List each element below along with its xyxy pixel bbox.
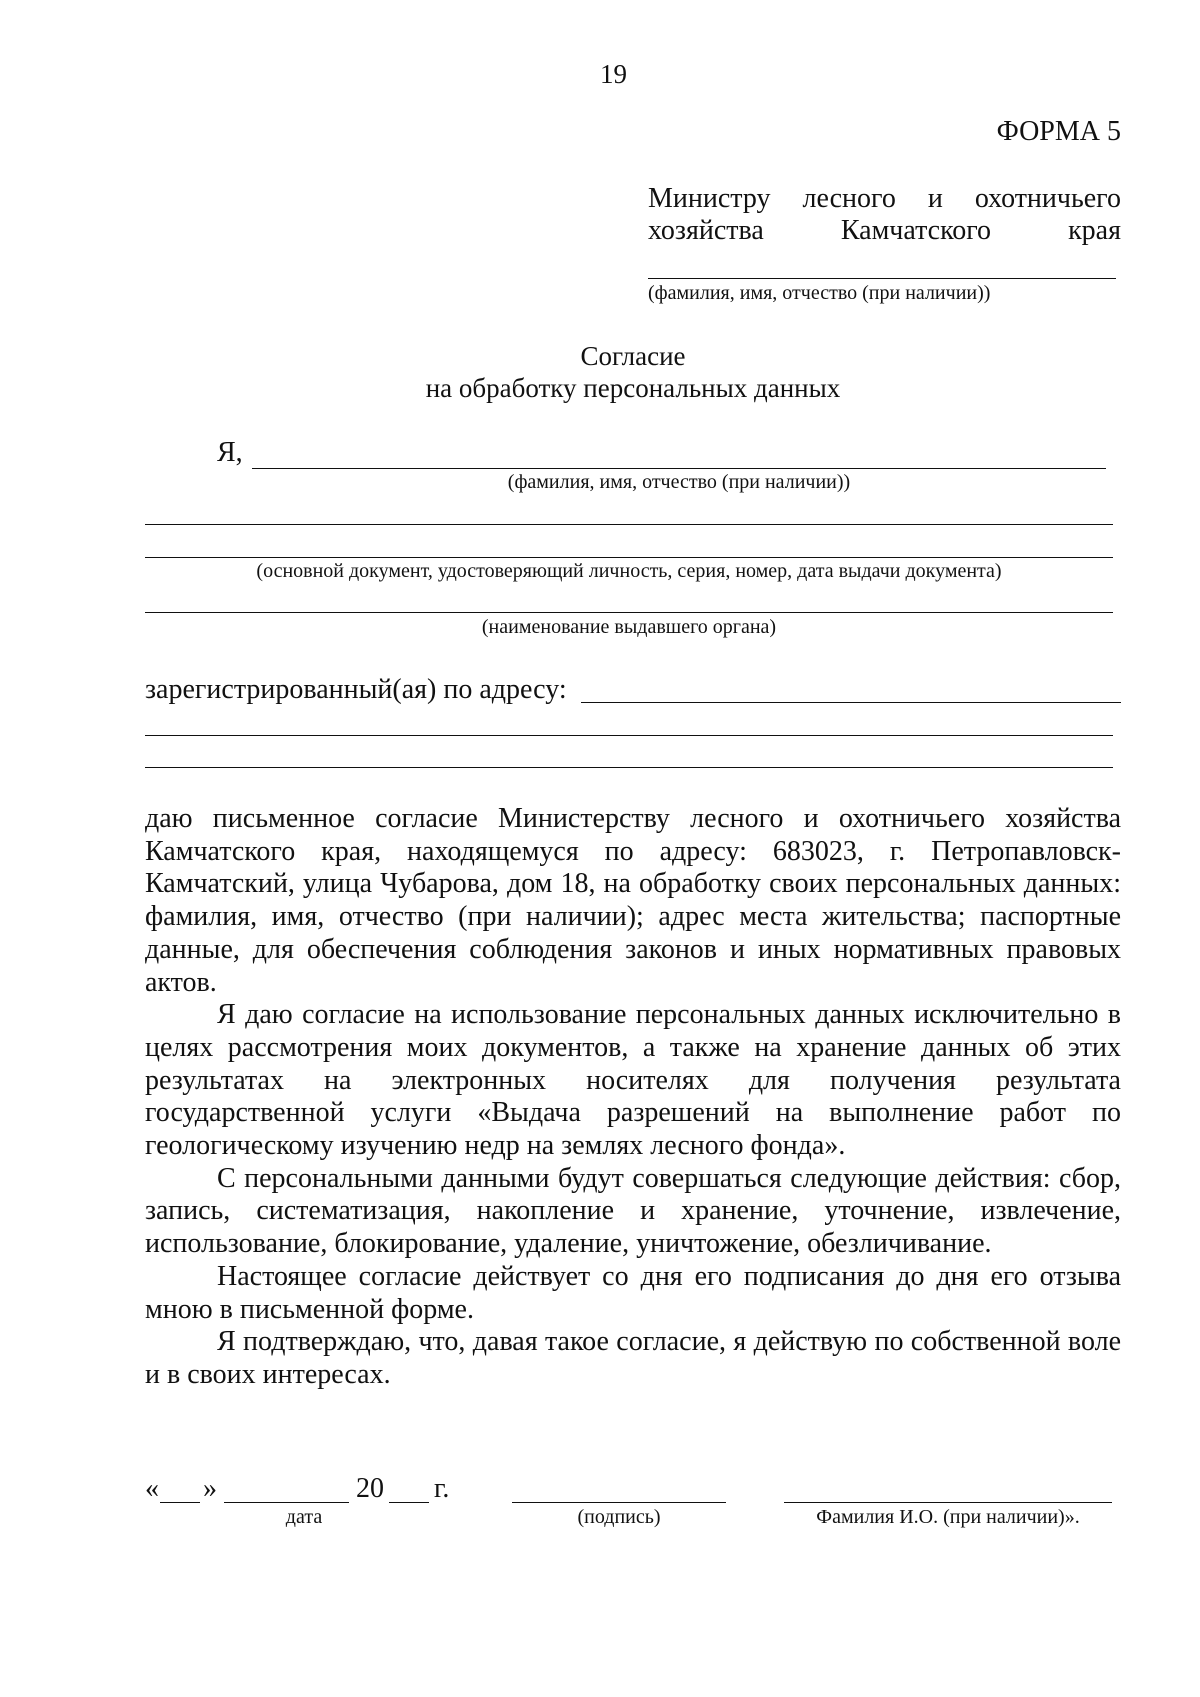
signature-caption: (подпись)	[577, 1506, 661, 1528]
name-caption: (фамилия, имя, отчество (при наличии))	[507, 471, 851, 493]
addressee-word: Камчатского	[840, 215, 992, 246]
validity-paragraph: Настоящее согласие действует со дня его подписания до дня его отзыва мною в письменной форме.	[145, 1260, 1121, 1325]
form-label: ФОРМА 5	[996, 116, 1121, 147]
date-year-line[interactable]	[389, 1502, 429, 1503]
date-close-quote: »	[203, 1473, 217, 1504]
full-name-caption: Фамилия И.О. (при наличии)».	[816, 1506, 1080, 1528]
i-label: Я,	[217, 437, 243, 468]
signature-line[interactable]	[512, 1502, 726, 1503]
addressee-name-line	[648, 278, 1116, 279]
document-input-line-2[interactable]	[145, 557, 1113, 558]
addressee-word: лесного	[802, 183, 896, 214]
confirmation-paragraph: Я подтверждаю, что, давая такое согласие, я действую по собственной воле и в своих интересах.	[145, 1326, 1121, 1390]
date-year-prefix: 20	[356, 1473, 384, 1504]
document-input-line-1[interactable]	[145, 524, 1113, 525]
date-day-line[interactable]	[160, 1502, 200, 1503]
issuer-input-line[interactable]	[145, 612, 1113, 613]
body-text	[145, 803, 1121, 1392]
document-subtitle: на обработку персональных данных	[425, 373, 841, 403]
address-input-line-1[interactable]	[581, 702, 1121, 703]
address-input-line-3[interactable]	[145, 767, 1113, 768]
date-year-suffix: г.	[434, 1473, 450, 1504]
addressee-block	[648, 183, 1121, 247]
addressee-name-caption: (фамилия, имя, отчество (при наличии))	[648, 282, 991, 304]
full-name-line[interactable]	[784, 1502, 1112, 1503]
consent-paragraph: даю письменное согласие Министерству лесного и охотничьего хозяйства Камчатского края, находящемуся по адресу: 683023, г. Петропавловск-Камчатский, улица Чубарова, дом 18, на обработку своих персональных данных: фамилия, имя, отчество (при наличии); адрес места жительства; паспортные данные, для обеспечения соблюдения законов и иных нормативных правовых актов.	[145, 803, 1121, 998]
address-input-line-2[interactable]	[145, 735, 1113, 736]
addressee-line-1	[648, 183, 1121, 215]
addressee-word: и	[927, 183, 943, 214]
addressee-word: хозяйства	[648, 215, 764, 246]
page-number: 19	[600, 59, 627, 89]
date-month-line[interactable]	[224, 1502, 349, 1503]
issuer-caption: (наименование выдавшего органа)	[481, 616, 777, 638]
date-open-quote: «	[145, 1473, 159, 1504]
name-input-line[interactable]	[252, 468, 1106, 469]
actions-paragraph: С персональными данными будут совершаться следующие действия: сбор, запись, систематизация, накопление и хранение, уточнение, извлечение, использование, блокирование, удаление, уничтожение, обезличивание.	[145, 1162, 1121, 1260]
addressee-word: охотничьего	[974, 183, 1121, 214]
addressee-word: Министру	[648, 183, 771, 214]
purpose-paragraph: Я даю согласие на использование персональных данных исключительно в целях рассмотрения моих документов, а также на хранение данных об этих результатах на электронных носителях для получения результата государственной услуги «Выдача разрешений на выполнение работ по геологическому изучению недр на землях лесного фонда».	[145, 999, 1121, 1162]
document-caption: (основной документ, удостоверяющий личность, серия, номер, дата выдачи документа)	[256, 560, 1002, 582]
address-label: зарегистрированный(ая) по адресу:	[145, 674, 567, 705]
addressee-word: края	[1068, 215, 1121, 246]
date-caption: дата	[285, 1506, 323, 1528]
document-title: Согласие	[580, 341, 686, 371]
addressee-line-2	[648, 215, 1121, 247]
